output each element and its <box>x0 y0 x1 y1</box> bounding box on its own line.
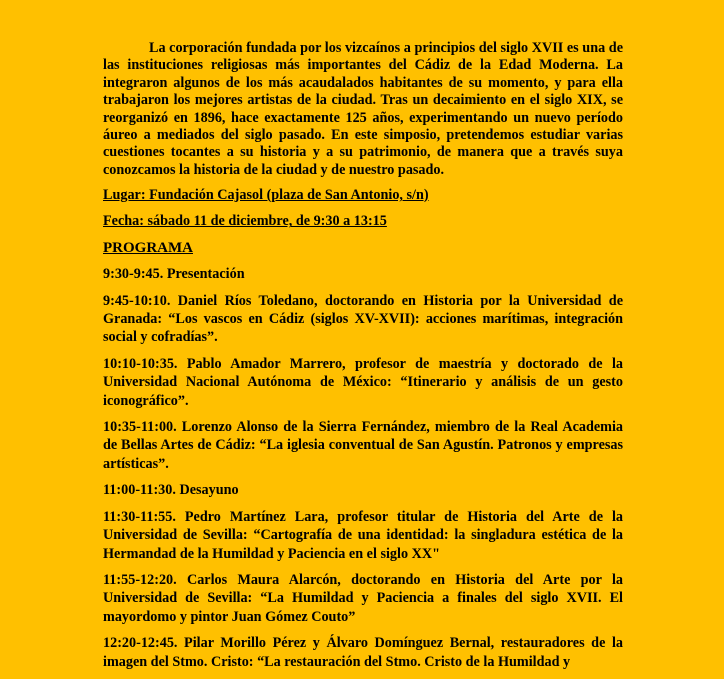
venue-line: Lugar: Fundación Cajasol (plaza de San Antonio, s/n) <box>103 187 429 203</box>
intro-paragraph: La corporación fundada por los vizcaínos a principios del siglo XVII es una de las instituciones religiosas más importantes del Cádiz de la Edad Moderna. La integraron algunos de los más acaudalados habitantes de su momento, y para ella trabajaron los mejores artistas de la ciudad. Tras un decaimiento en el siglo XIX, se reorganizó en 1896, hace exactamente 125 años, experimentando un nuevo período áureo a mediados del siglo pasado. En este simposio, pretendemos estudiar varias cuestiones tocantes a su historia y a su patrimonio, de manera que a través suya conozcamos la historia de la ciudad y de nuestro pasado. <box>103 40 623 178</box>
event-details <box>103 186 623 679</box>
program-item: 12:20-12:45. Pilar Morillo Pérez y Álvaro Domínguez Bernal, restauradores de la imagen del Stmo. Cristo: “La restauración del Stmo. Cristo de la Humildad y <box>103 635 623 670</box>
program-item: 9:45-10:10. Daniel Ríos Toledano, doctorando en Historia por la Universidad de Granada: “Los vascos en Cádiz (siglos XV-XVII): acciones marítimas, integración social y cofradías”. <box>103 292 623 346</box>
program-item: 11:30-11:55. Pedro Martínez Lara, profesor titular de Historia del Arte de la Universidad de Sevilla: “Cartografía de una identidad: la singladura estética de la Hermandad de la Humildad y Paciencia en el siglo XX" <box>103 508 623 562</box>
program-item: 11:00-11:30. Desayuno <box>103 482 239 499</box>
program-heading: PROGRAMA <box>103 239 193 256</box>
program-item: 10:10-10:35. Pablo Amador Marrero, profesor de maestría y doctorado de la Universidad Nacional Autónoma de México: “Itinerario y análisis de un gesto iconográfico”. <box>103 355 623 409</box>
cropped-title-fragment <box>0 0 724 4</box>
program-item: 11:55-12:20. Carlos Maura Alarcón, doctorando en Historia del Arte por la Universidad de Sevilla: “La Humildad y Paciencia a finales del siglo XVII. El mayordomo y pintor Juan Gómez Couto” <box>103 571 623 625</box>
date-line: Fecha: sábado 11 de diciembre, de 9:30 a 13:15 <box>103 213 387 230</box>
program-item: 10:35-11:00. Lorenzo Alonso de la Sierra Fernández, miembro de la Real Academia de Bellas Artes de Cádiz: “La iglesia conventual de San Agustín. Patronos y empresas artísticas”. <box>103 419 623 472</box>
program-item: 9:30-9:45. Presentación <box>103 266 245 283</box>
